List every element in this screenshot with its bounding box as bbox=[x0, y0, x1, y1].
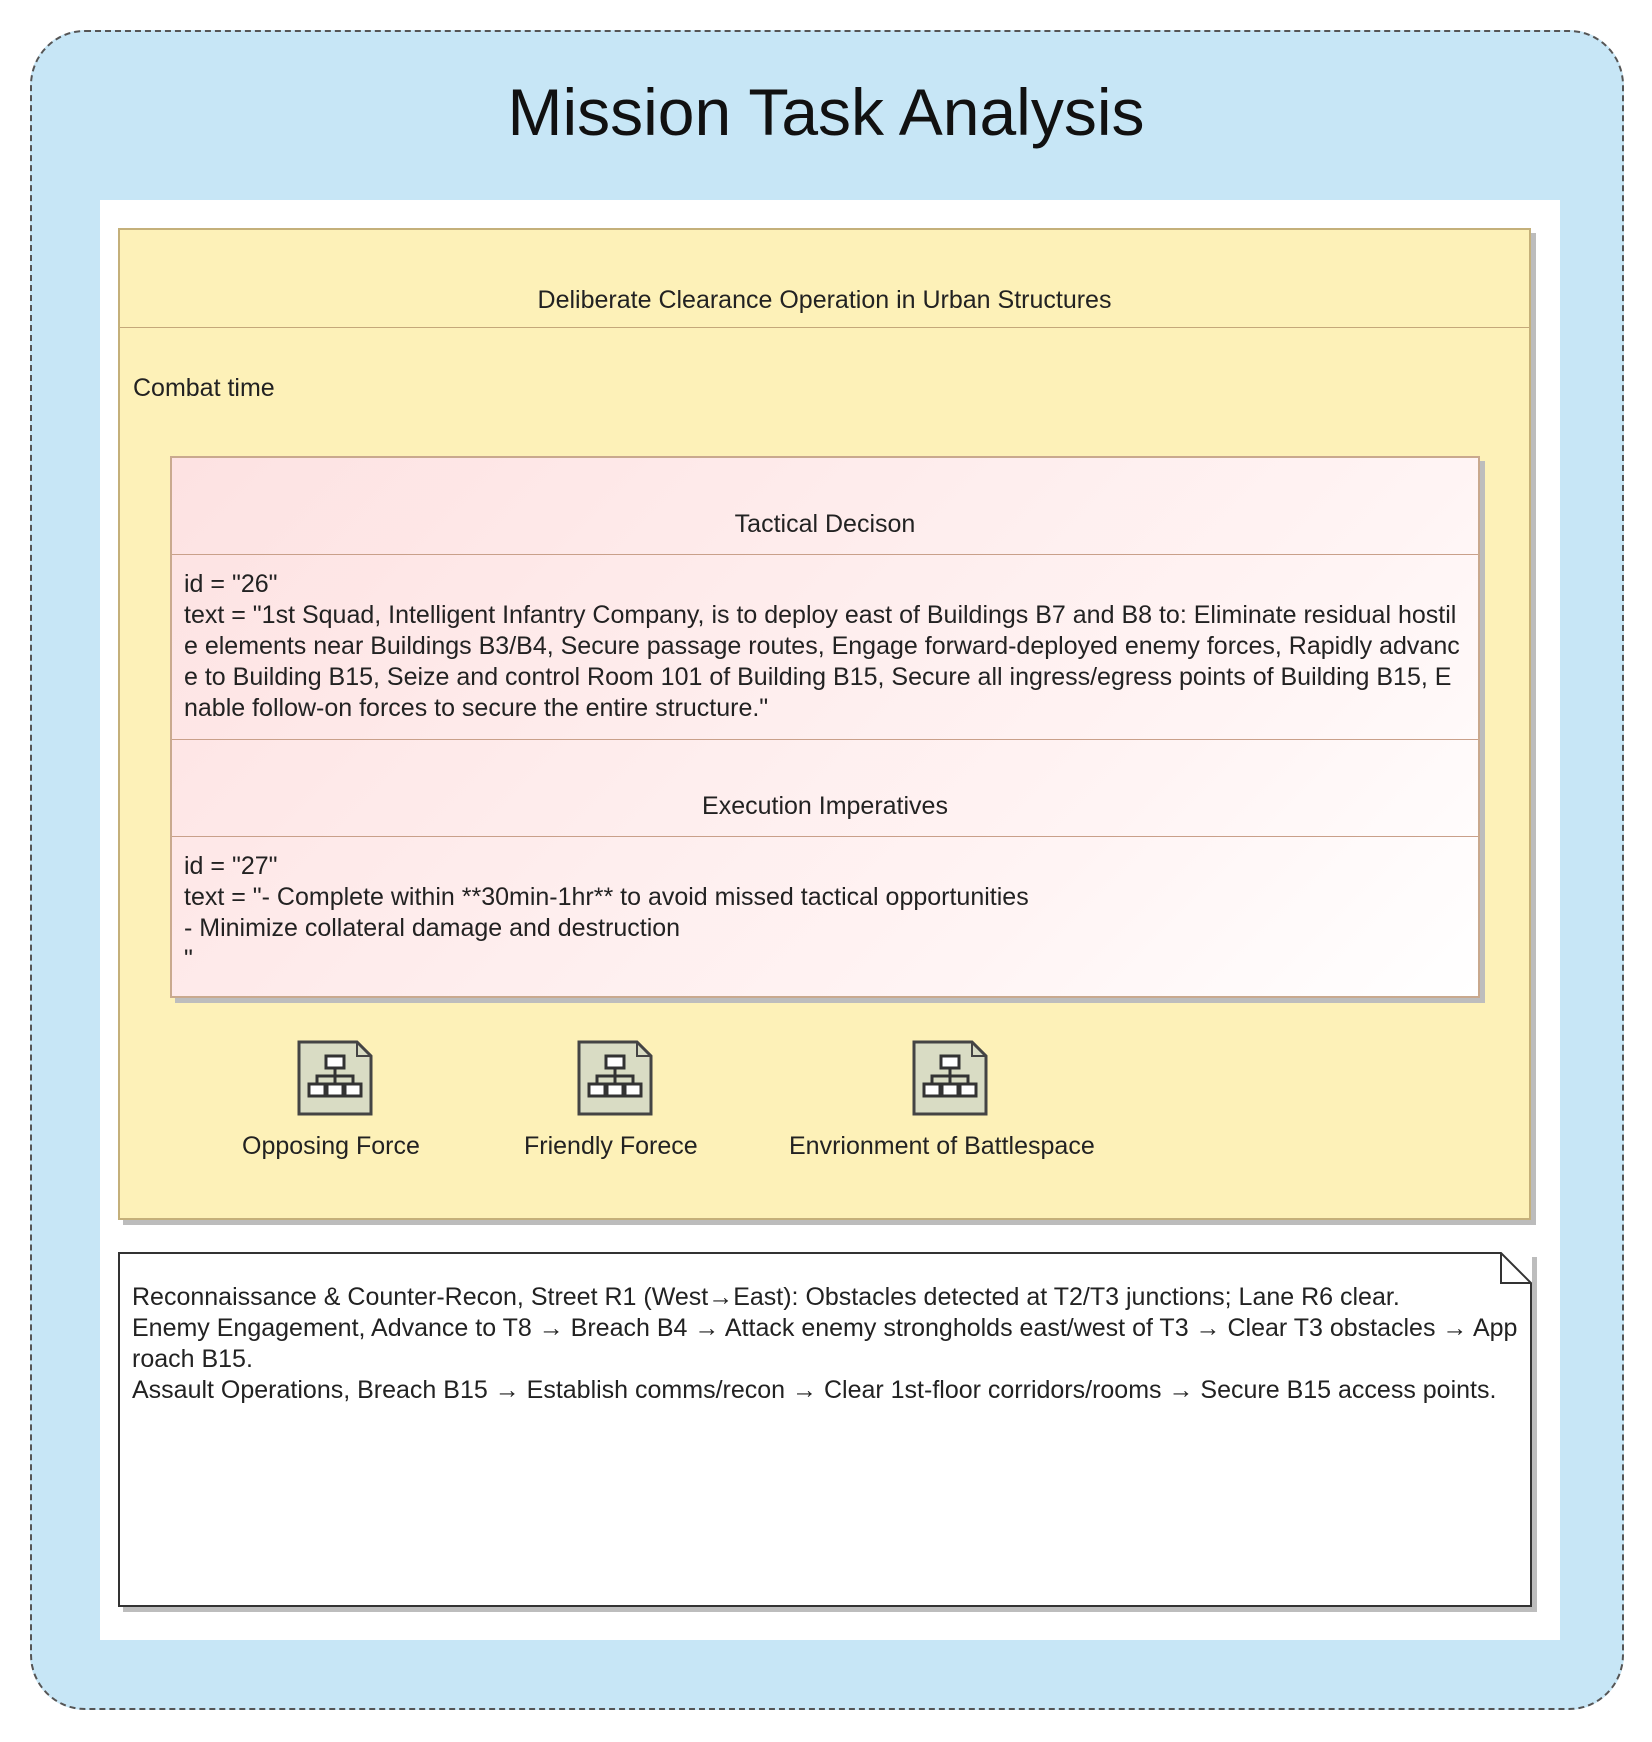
requirement-header-execution-imperatives bbox=[172, 740, 1478, 837]
note-line: Enemy Engagement, Advance to T8 → Breach B4 → Attack enemy strongholds east/west of T3 → Clear T3 obstacles → Approach B15. bbox=[132, 1314, 1518, 1373]
block-header bbox=[120, 230, 1529, 328]
requirement-header-tactical-decision bbox=[172, 458, 1478, 555]
note-text bbox=[132, 1282, 1520, 1406]
part-label: Envrionment of Battlespace bbox=[789, 1132, 1095, 1160]
note-line: Assault Operations, Breach B15 → Establish comms/recon → Clear 1st-floor corridors/rooms → Secure B15 access points. bbox=[132, 1376, 1497, 1404]
requirement-id: id = "26" bbox=[184, 570, 278, 598]
part-label: Friendly Forece bbox=[524, 1132, 698, 1160]
requirement-text bbox=[184, 569, 1464, 724]
part-label: Opposing Force bbox=[242, 1132, 420, 1160]
requirement-text bbox=[184, 851, 1464, 975]
requirement-id: id = "27" bbox=[184, 852, 278, 880]
requirement-body-execution-imperatives bbox=[172, 837, 1478, 996]
comment-note[interactable] bbox=[118, 1252, 1532, 1607]
requirement-name: Execution Imperatives bbox=[702, 792, 948, 820]
diagram-icon bbox=[297, 1040, 373, 1116]
block-section-label: Combat time bbox=[133, 374, 275, 402]
diagram-icon bbox=[577, 1040, 653, 1116]
requirement-text-value: text = "1st Squad, Intelligent Infantry Company, is to deploy east of Buildings B7 and B8 to: Eliminate residual hostile elements near Buildings B3/B4, Secure passage routes, Engage forward-deployed enemy forces, Rapidly advance to Building B15, Seize and control Room 101 of Building B15, Secure all ingress/egress points of Building B15, Enable follow-on forces to secure the entire structure." bbox=[184, 601, 1460, 722]
requirement-body-tactical-decision bbox=[172, 555, 1478, 740]
note-line: Reconnaissance & Counter-Recon, Street R1 (West→East): Obstacles detected at T2/T3 junctions; Lane R6 clear. bbox=[132, 1283, 1400, 1311]
diagram-icon bbox=[912, 1040, 988, 1116]
diagram-title: Mission Task Analysis bbox=[507, 75, 1145, 149]
block-name: Deliberate Clearance Operation in Urban Structures bbox=[537, 286, 1112, 314]
requirement-text-value: text = "- Complete within **30min-1hr** to avoid missed tactical opportunities - Minimize collateral damage and destruction " bbox=[184, 883, 1029, 973]
requirement-name: Tactical Decison bbox=[734, 510, 916, 538]
requirement-container[interactable] bbox=[170, 456, 1480, 998]
